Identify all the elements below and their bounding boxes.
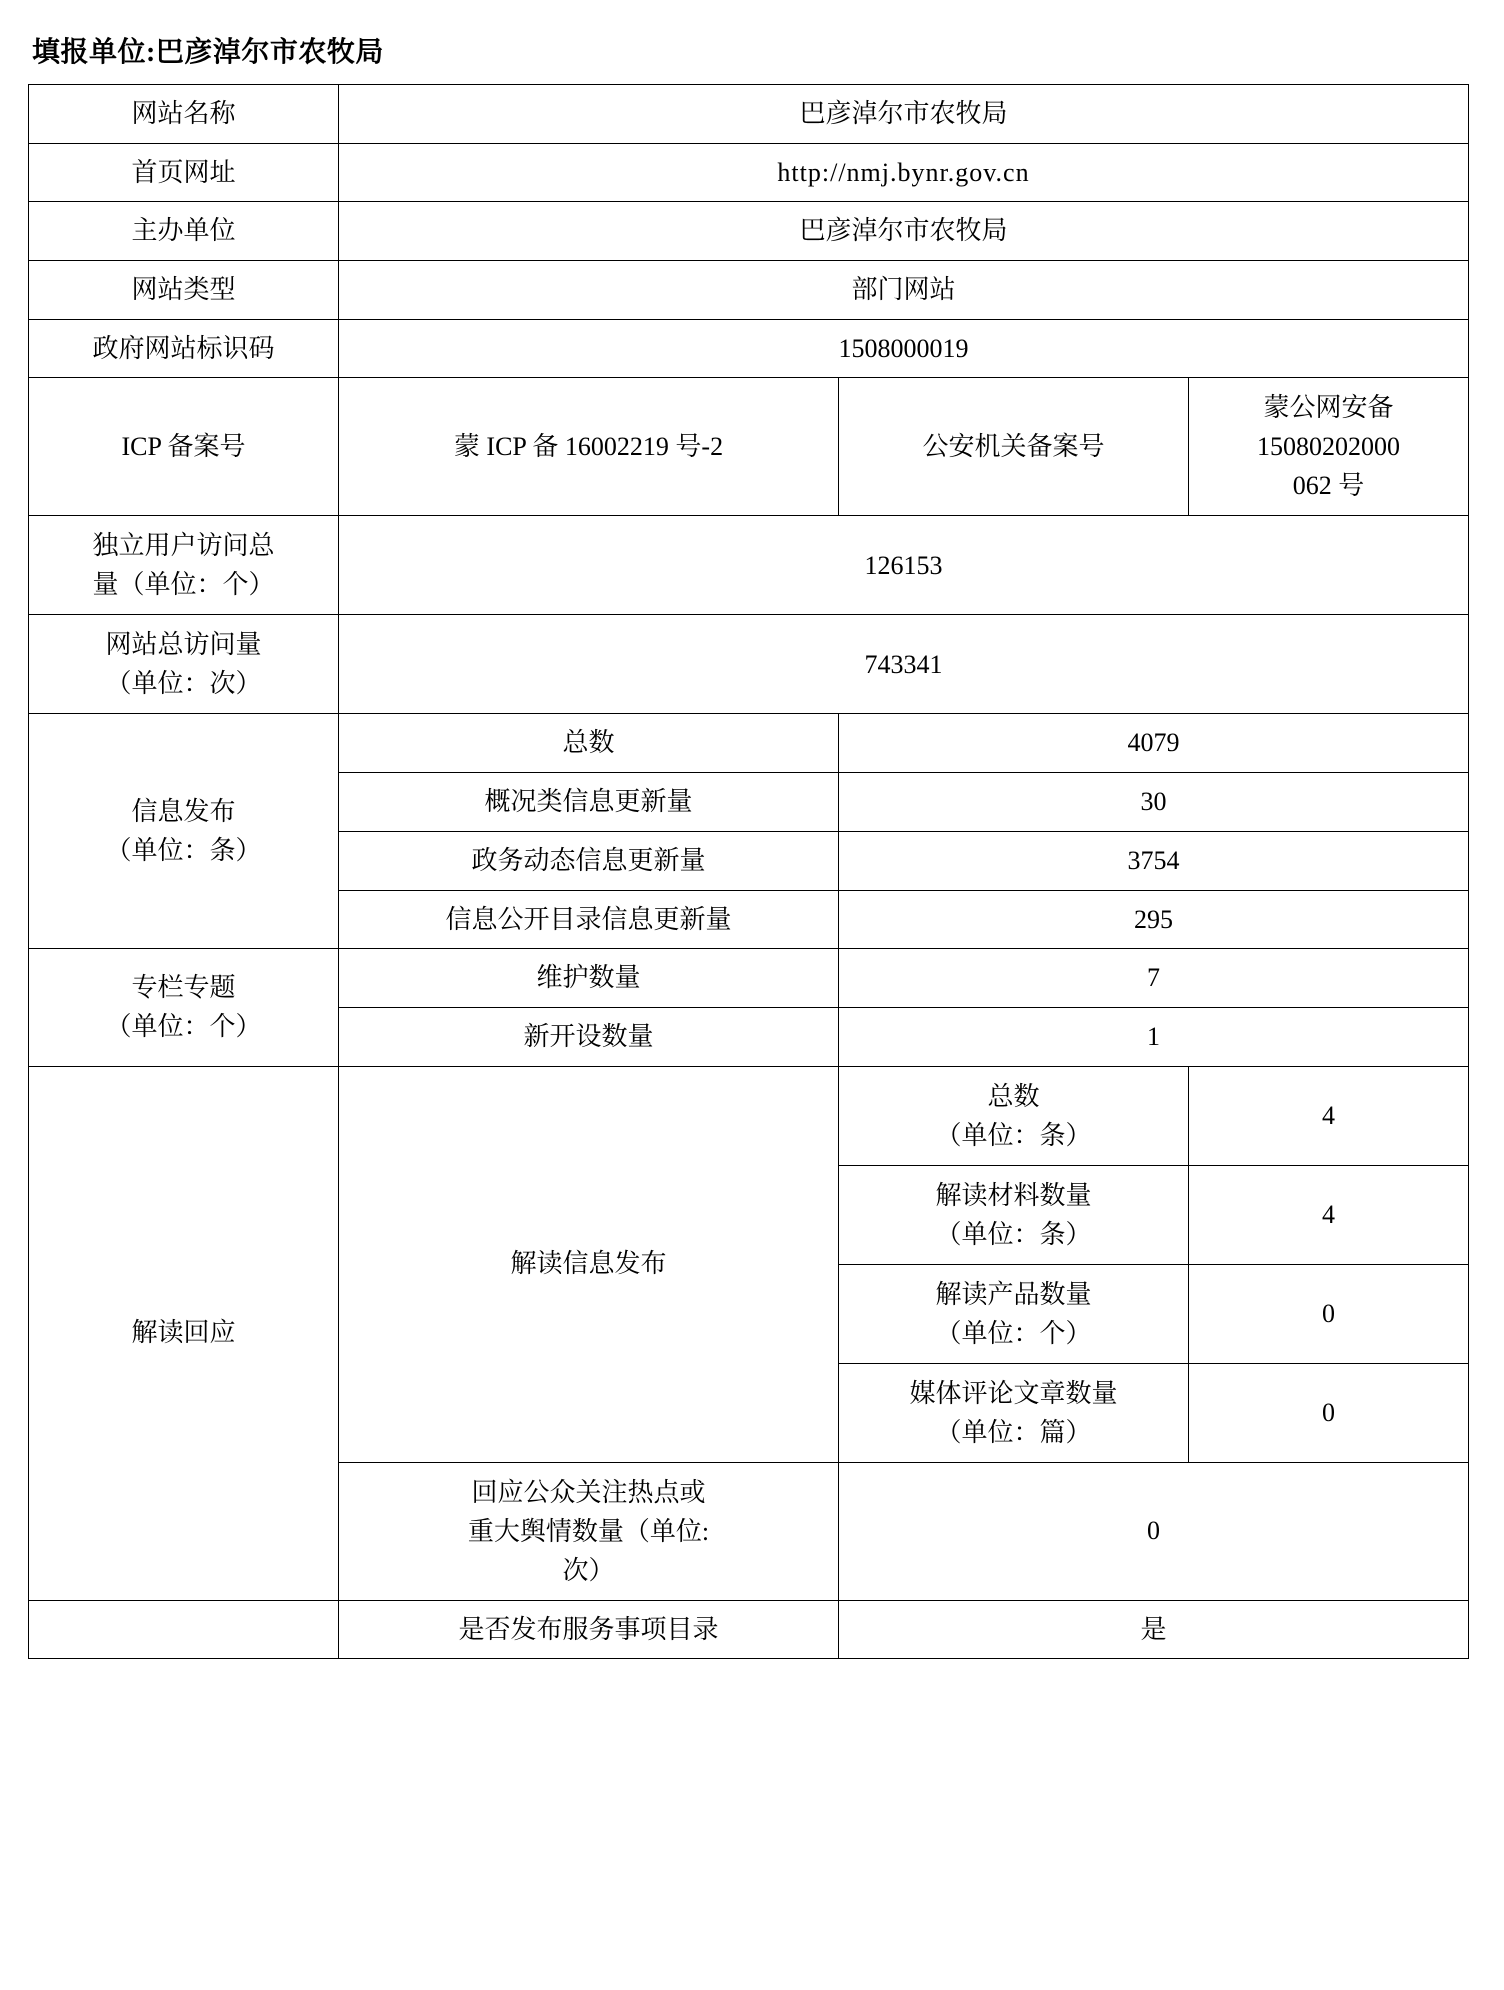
hotspot-label-line2: 重大舆情数量（单位: xyxy=(467,1516,710,1546)
table-row-site-type xyxy=(29,261,1469,320)
info-publish-item-value: 295 xyxy=(839,890,1469,949)
label-info-publish xyxy=(29,714,339,949)
interpretation-item-name-line2: （单位：条） xyxy=(935,1219,1092,1249)
table-row-info-publish-1 xyxy=(29,714,1469,773)
interpretation-item-value: 4 xyxy=(1189,1066,1469,1165)
interpretation-item-name-line2: （单位：个） xyxy=(935,1318,1092,1348)
label-unique-visitors xyxy=(29,516,339,615)
label-interpretation-publish: 解读信息发布 xyxy=(339,1066,839,1462)
info-publish-item-name: 政务动态信息更新量 xyxy=(339,831,839,890)
label-hotspot-response xyxy=(339,1462,839,1600)
table-row-total-visits xyxy=(29,615,1469,714)
interpretation-item-name xyxy=(839,1066,1189,1165)
value-site-name: 巴彦淖尔市农牧局 xyxy=(339,85,1469,144)
info-publish-item-value: 30 xyxy=(839,773,1469,832)
table-row-interpretation-1 xyxy=(29,1066,1469,1165)
label-site-type: 网站类型 xyxy=(29,261,339,320)
columns-topics-label-line2: （单位：个） xyxy=(105,1012,262,1042)
table-row-gov-site-code xyxy=(29,319,1469,378)
interpretation-item-value: 0 xyxy=(1189,1264,1469,1363)
label-homepage: 首页网址 xyxy=(29,143,339,202)
label-gov-site-code: 政府网站标识码 xyxy=(29,319,339,378)
label-police-record: 公安机关备案号 xyxy=(839,378,1189,516)
value-unique-visitors: 126153 xyxy=(339,516,1469,615)
label-interpretation: 解读回应 xyxy=(29,1066,339,1600)
info-publish-item-name: 总数 xyxy=(339,714,839,773)
hotspot-label-line3: 次） xyxy=(562,1555,615,1585)
value-sponsor: 巴彦淖尔市农牧局 xyxy=(339,202,1469,261)
interpretation-item-name-line1: 解读产品数量 xyxy=(935,1279,1092,1309)
columns-topics-item-name: 新开设数量 xyxy=(339,1007,839,1066)
unique-visitors-label-line1: 独立用户访问总 xyxy=(92,531,275,561)
columns-topics-item-name: 维护数量 xyxy=(339,949,839,1008)
reporting-unit-title: 填报单位:巴彦淖尔市农牧局 xyxy=(32,37,384,68)
interpretation-item-name-line2: （单位：篇） xyxy=(935,1417,1092,1447)
info-publish-item-name: 概况类信息更新量 xyxy=(339,773,839,832)
interpretation-item-name xyxy=(839,1264,1189,1363)
unique-visitors-label-line2: 量（单位：个） xyxy=(92,570,275,600)
value-site-type: 部门网站 xyxy=(339,261,1469,320)
value-total-visits: 743341 xyxy=(339,615,1469,714)
interpretation-item-name-line2: （单位：条） xyxy=(935,1120,1092,1150)
total-visits-label-line2: （单位：次） xyxy=(105,669,262,699)
value-police-record xyxy=(1189,378,1469,516)
police-record-line2: 15080202000 xyxy=(1257,432,1400,462)
interpretation-item-value: 4 xyxy=(1189,1165,1469,1264)
value-gov-site-code: 1508000019 xyxy=(339,319,1469,378)
info-publish-item-value: 4079 xyxy=(839,714,1469,773)
total-visits-label-line1: 网站总访问量 xyxy=(105,630,262,660)
table-row-site-name xyxy=(29,85,1469,144)
table-row-icp xyxy=(29,378,1469,516)
value-hotspot-response: 0 xyxy=(839,1462,1469,1600)
value-icp: 蒙 ICP 备 16002219 号-2 xyxy=(339,378,839,516)
interpretation-item-name-line1: 媒体评论文章数量 xyxy=(909,1378,1118,1408)
table-row-homepage xyxy=(29,143,1469,202)
label-site-name: 网站名称 xyxy=(29,85,339,144)
interpretation-item-name-line1: 总数 xyxy=(987,1081,1040,1111)
info-publish-item-name: 信息公开目录信息更新量 xyxy=(339,890,839,949)
label-sponsor: 主办单位 xyxy=(29,202,339,261)
label-icp: ICP 备案号 xyxy=(29,378,339,516)
website-annual-report-table xyxy=(28,84,1469,1659)
info-publish-label-line2: （单位：条） xyxy=(105,836,262,866)
columns-topics-label-line1: 专栏专题 xyxy=(131,973,236,1003)
hotspot-label-line1: 回应公众关注热点或 xyxy=(471,1477,706,1507)
police-record-line1: 蒙公网安备 xyxy=(1263,393,1394,423)
interpretation-item-name xyxy=(839,1165,1189,1264)
info-publish-label-line1: 信息发布 xyxy=(131,797,236,827)
label-total-visits xyxy=(29,615,339,714)
value-homepage: http://nmj.bynr.gov.cn xyxy=(339,143,1469,202)
columns-topics-item-value: 1 xyxy=(839,1007,1469,1066)
value-service-catalog: 是 xyxy=(839,1600,1469,1659)
columns-topics-item-value: 7 xyxy=(839,949,1469,1008)
table-row-unique-visitors xyxy=(29,516,1469,615)
label-service-catalog: 是否发布服务事项目录 xyxy=(339,1600,839,1659)
info-publish-item-value: 3754 xyxy=(839,831,1469,890)
table-row-columns-topics-1 xyxy=(29,949,1469,1008)
label-empty-cell xyxy=(29,1600,339,1659)
interpretation-item-value: 0 xyxy=(1189,1363,1469,1462)
table-row-sponsor xyxy=(29,202,1469,261)
interpretation-item-name-line1: 解读材料数量 xyxy=(935,1180,1092,1210)
interpretation-item-name xyxy=(839,1363,1189,1462)
label-columns-topics xyxy=(29,949,339,1066)
police-record-line3: 062 号 xyxy=(1292,471,1365,501)
table-row-service-catalog xyxy=(29,1600,1469,1659)
